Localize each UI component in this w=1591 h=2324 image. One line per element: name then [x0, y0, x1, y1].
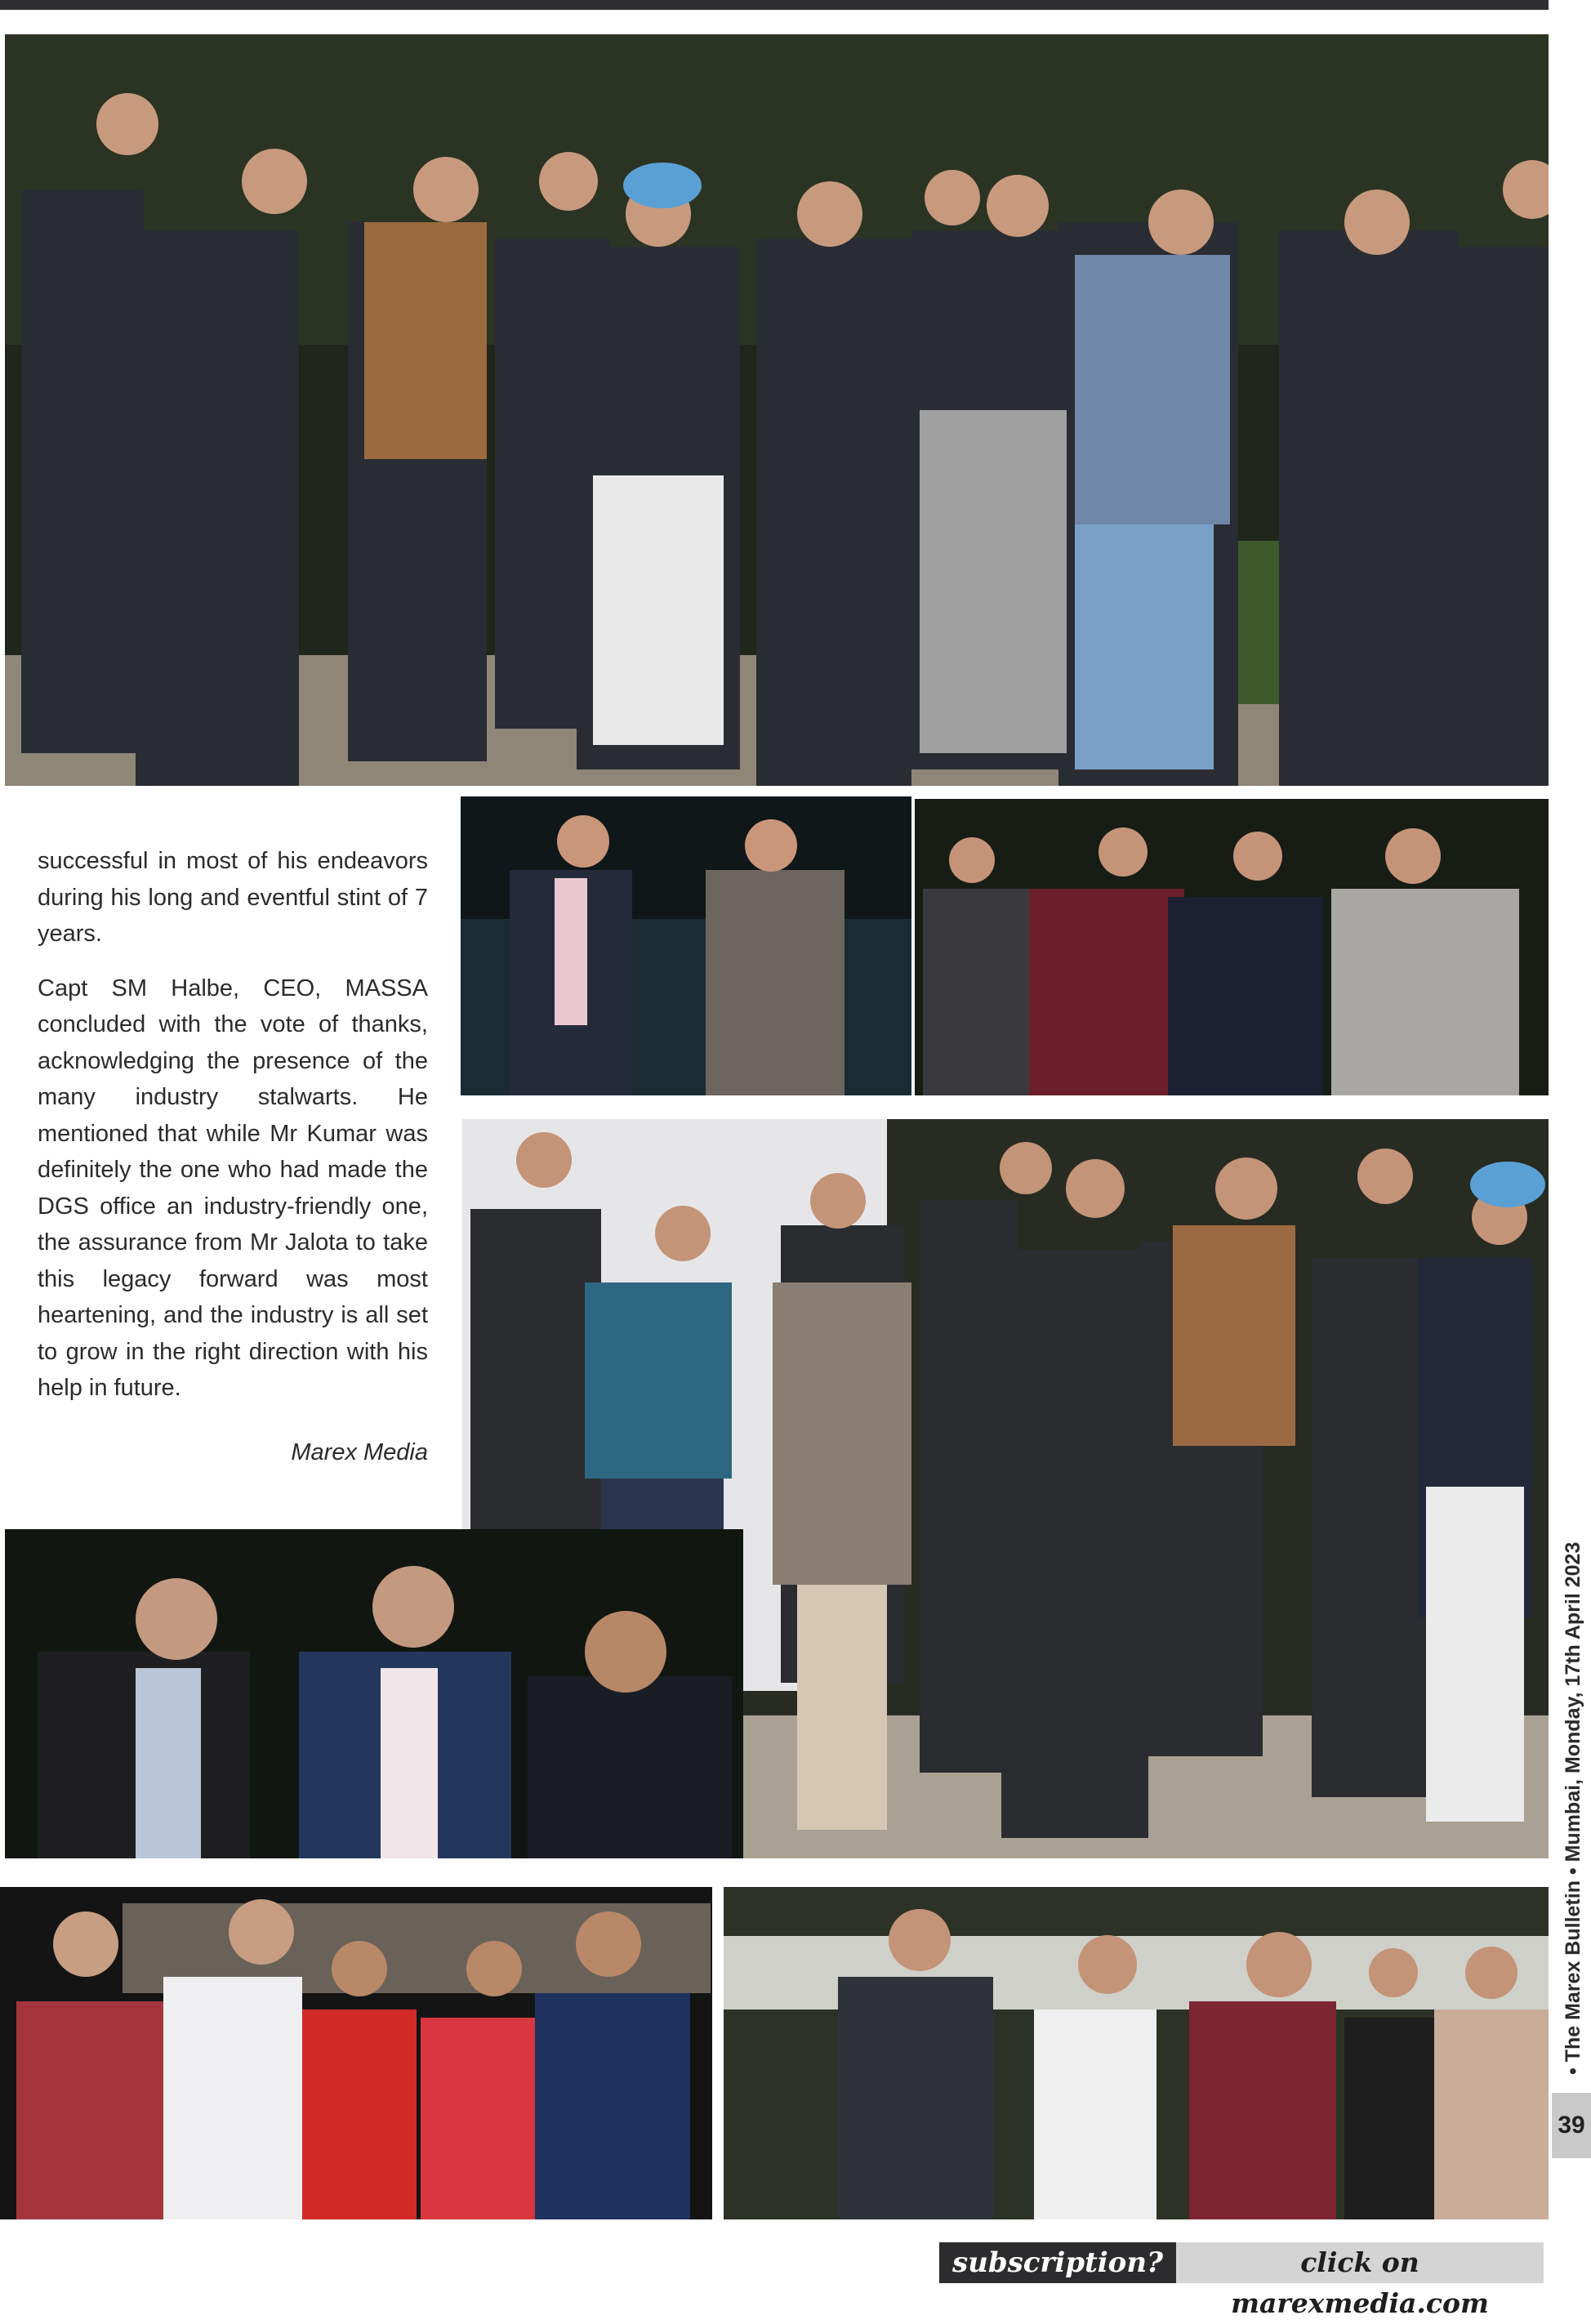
subscription-label: subscription? [939, 2242, 1176, 2283]
photo-four-guests [915, 799, 1549, 1095]
article-text [38, 843, 428, 1425]
page-number: 39 [1552, 2093, 1591, 2158]
byline: Marex Media [291, 1439, 428, 1465]
photo-guests-evening [724, 1887, 1549, 2219]
subscription-link[interactable]: click on marexmedia.com [1176, 2242, 1544, 2283]
running-head: • The Marex Bulletin • Mumbai, Monday, 17th April 2023 [1562, 1541, 1584, 2075]
photo-guests-red-attire [0, 1887, 712, 2219]
top-rule [0, 0, 1549, 10]
group-photo-main [5, 34, 1549, 786]
article-paragraph-2: Capt SM Halbe, CEO, MASSA concluded with the vote of thanks, acknowledging the presence of the many industry stalwarts. He mentioned that while Mr Kumar was definitely the one who had made the DGS office an industry-friendly one, the assurance from Mr Jalota to take this legacy forward was most heartening, and the industry is all set to grow in the right direction with his help in future. [38, 975, 428, 1401]
article-paragraph-1: successful in most of his endeavors during his long and eventful stint of 7 years. [38, 848, 428, 947]
photo-two-guests-night [461, 796, 911, 1095]
photo-three-guests-night [5, 1529, 743, 1858]
